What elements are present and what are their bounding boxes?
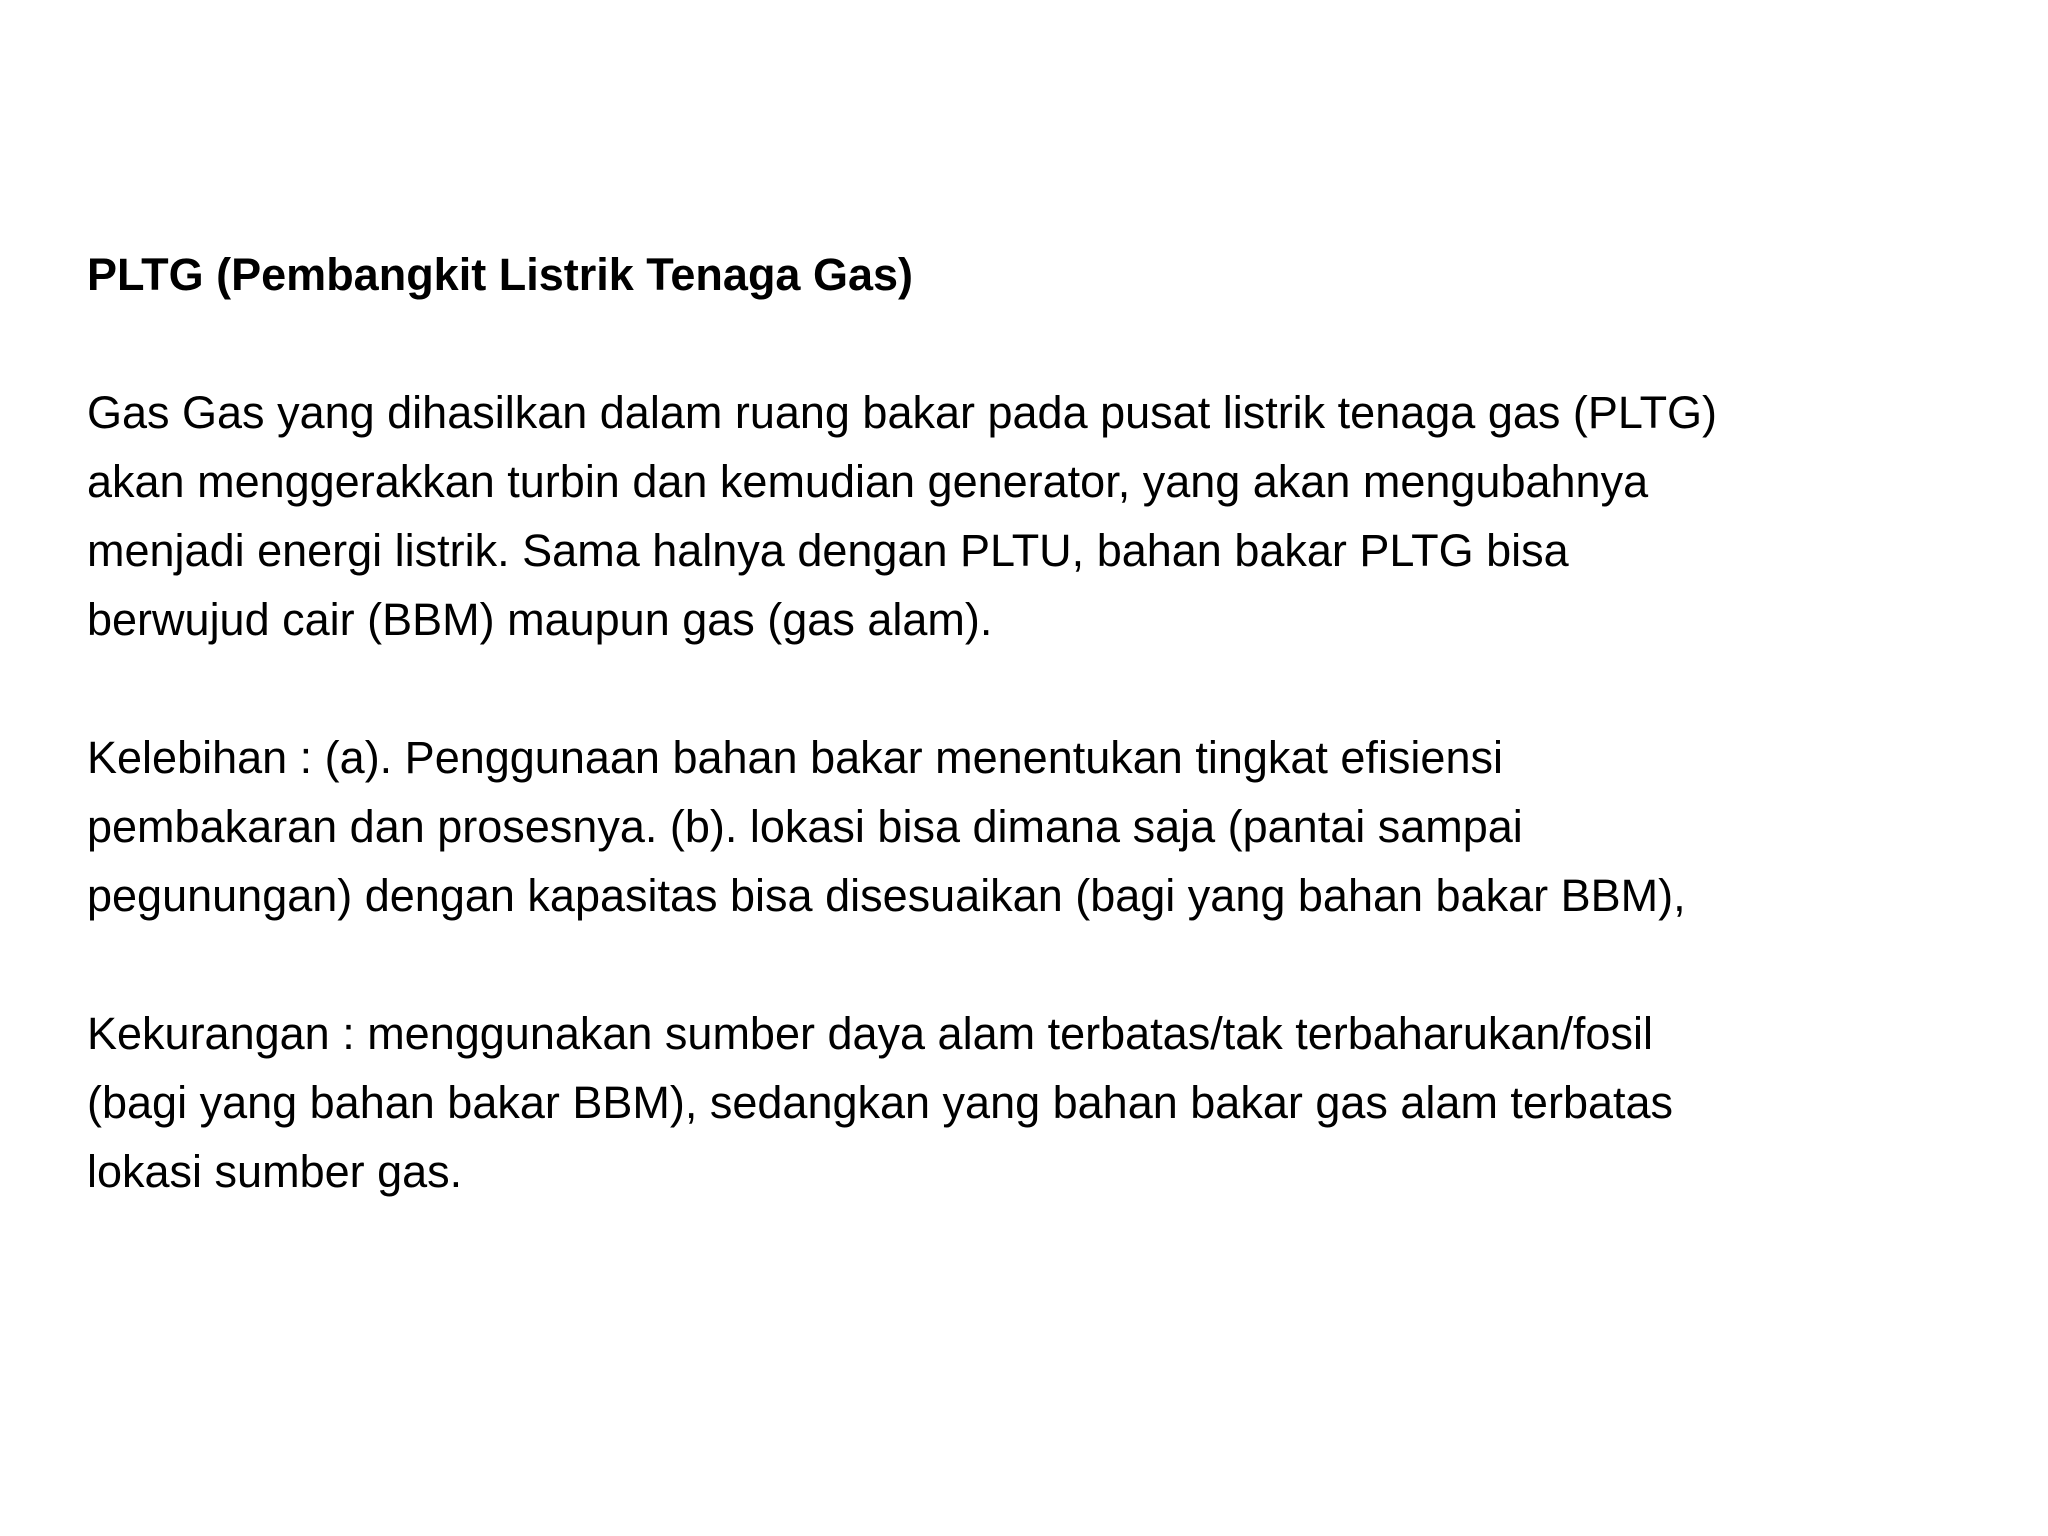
paragraph-advantages: [87, 723, 1987, 930]
paragraph-disadvantages: [87, 999, 1987, 1206]
text-line: akan menggerakkan turbin dan kemudian generator, yang akan mengubahnya: [87, 456, 1649, 507]
slide-title: PLTG (Pembangkit Listrik Tenaga Gas): [87, 249, 913, 300]
text-line: pembakaran dan prosesnya. (b). lokasi bisa dimana saja (pantai sampai: [87, 801, 1523, 852]
text-line: Gas Gas yang dihasilkan dalam ruang bakar pada pusat listrik tenaga gas (PLTG): [87, 387, 1718, 438]
text-line: Kekurangan : menggunakan sumber daya alam terbatas/tak terbaharukan/fosil: [87, 1008, 1653, 1059]
slide-content: [87, 240, 1987, 1206]
text-line: menjadi energi listrik. Sama halnya dengan PLTU, bahan bakar PLTG bisa: [87, 525, 1569, 576]
text-line: pegunungan) dengan kapasitas bisa disesuaikan (bagi yang bahan bakar BBM),: [87, 870, 1686, 921]
paragraph-description: [87, 378, 1987, 654]
text-line: berwujud cair (BBM) maupun gas (gas alam).: [87, 594, 993, 645]
text-line: (bagi yang bahan bakar BBM), sedangkan yang bahan bakar gas alam terbatas: [87, 1077, 1674, 1128]
text-line: lokasi sumber gas.: [87, 1146, 463, 1197]
text-line: Kelebihan : (a). Penggunaan bahan bakar menentukan tingkat efisiensi: [87, 732, 1503, 783]
